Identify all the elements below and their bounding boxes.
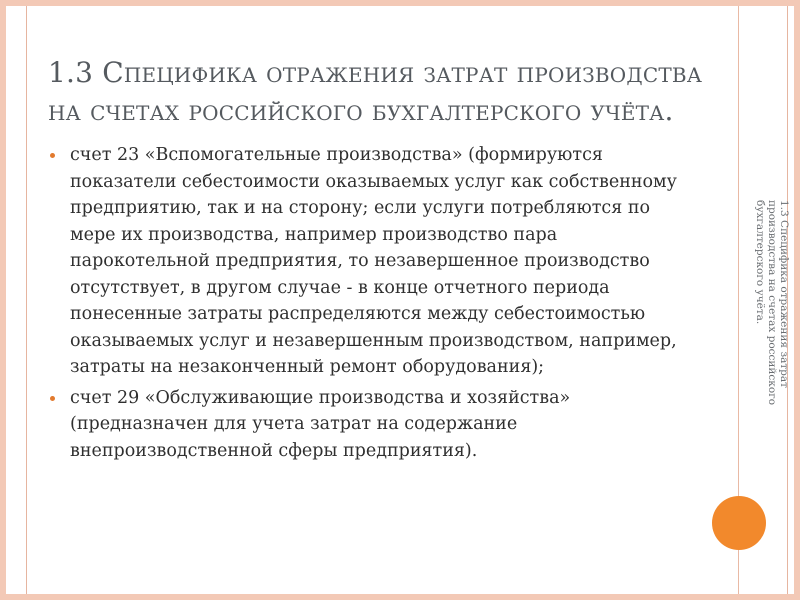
bullet-text: счет 29 «Обслуживающие производства и хозяйства» (предназначен для учета затрат на содержание внепроизводственной сферы предприятия). <box>70 387 571 461</box>
bullet-list <box>48 142 688 468</box>
slide-title: 1.3 Специфика отражения затрат производства на счетах российского бухгалтерского учёта. <box>48 56 703 127</box>
bullet-item-account-29 <box>48 385 688 465</box>
bullet-text: счет 23 «Вспомогательные производства» (формируются показатели себестоимости оказываемых услуг как собственному предприятию, так и на сторону; если услуги потребляются по мере их производства, например производство пара парокотельной предприятия, то незавершенное производство отсутствует, в другом случае - в конце отчетного периода понесенные затраты распределяются между себестоимостью оказываемых услуг и незавершенным производством, например, затраты на незаконченный ремонт оборудования); <box>70 145 677 377</box>
bullet-item-account-23 <box>48 142 688 381</box>
vertical-side-label: 1.3 Специфика отражения затрат производства на счетах российского бухгалтерского учёта. <box>754 200 790 406</box>
bullet-dot-icon <box>50 396 55 401</box>
bullet-dot-icon <box>50 153 55 158</box>
decorative-circle <box>712 496 766 550</box>
